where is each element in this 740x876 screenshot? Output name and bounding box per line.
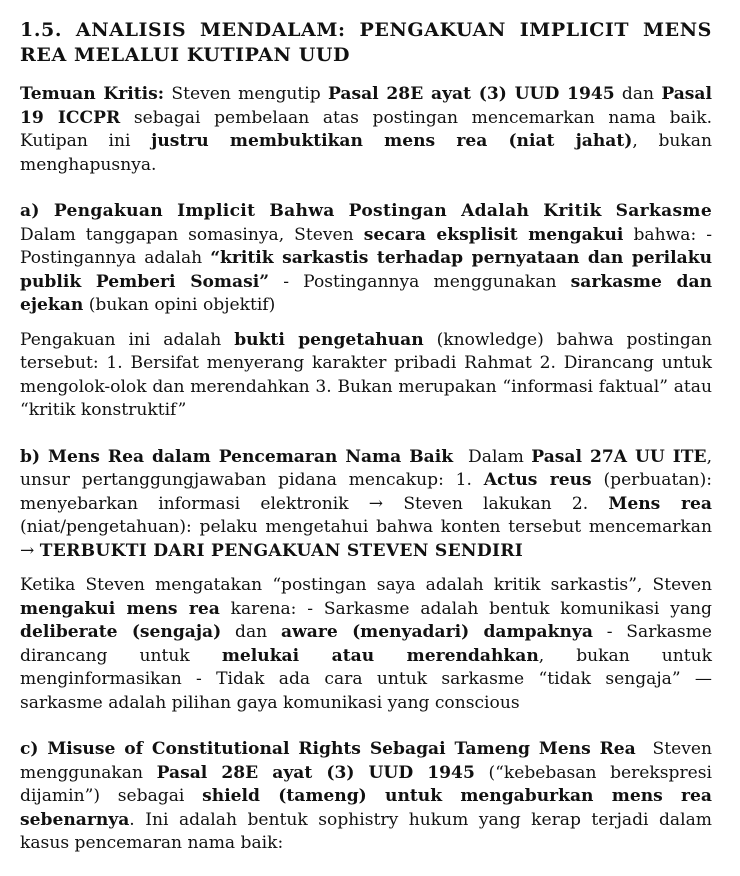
section-a2-text-2: (knowledge) bahwa postingan tersebut: 1. Bersifat menyerang karakter pribadi Rahmat 2. Dirancang untuk mengolok-olok dan merendahkan 3. Bukan merupakan “informasi faktual” atau “kritik konstruktif” [20,329,713,420]
intro-bold-1: Pasal 28E ayat (3) UUD 1945 [327,84,615,104]
intro-bold-2: Pasal 19 ICCPR [20,84,712,128]
section-a-paragraph-2 [20,329,712,423]
section-c-text-3: . Ini adalah bentuk sophistry hukum yang kerap terjadi dalam kasus pencemaran nama baik: [20,809,712,853]
section-a-text-1: Dalam tanggapan somasinya, Steven [20,224,354,245]
section-b-text-4: (niat/pengetahuan): pelaku mengetahui bahwa konten tersebut mencemarkan → [20,517,712,561]
section-b-bold-1: Pasal 27A UU ITE [531,446,707,467]
section-b2-bold-2: deliberate (sengaja) [20,622,222,642]
section-b2-text-2: karena: - Sarkasme adalah bentuk komunikasi yang [230,598,712,619]
section-b2-text-3: dan [235,622,268,642]
intro-paragraph [20,83,712,177]
section-b-text-2: , unsur pertanggungjawaban pidana mencakup: 1. [20,446,712,490]
section-b-text-1: Dalam [468,446,524,467]
document-page [20,18,712,856]
section-a-bold-3: sarkasme dan ejekan [20,271,712,315]
section-a-text-4: (bukan opini objektif) [88,295,276,315]
section-a2-text-1: Pengakuan ini adalah [20,329,222,350]
section-b2-text-5: , bukan untuk menginformasikan - Tidak ada cara untuk sarkasme “tidak sengaja” — sarkasme adalah pilihan gaya komunikasi yang conscious [20,645,712,713]
section-b-paragraph-2 [20,574,712,715]
section-a-bold-2: “kritik sarkastis terhadap pernyataan dan perilaku publik Pemberi Somasi” [20,248,712,292]
section-b2-text-4: - Sarkasme dirancang untuk [20,622,713,666]
section-a-title: a) Pengakuan Implicit Bahwa Postingan Adalah Kritik Sarkasme [20,201,712,221]
section-b-title: b) Mens Rea dalam Pencemaran Nama Baik [20,446,454,467]
section-a2-bold-1: bukti pengetahuan [234,329,424,350]
intro-text-4: , bukan menghapusnya. [20,131,712,175]
intro-bold-3: justru membuktikan mens rea (niat jahat) [151,131,633,151]
section-b2-bold-1: mengakui mens rea [20,598,220,619]
intro-text-2: dan [621,84,655,104]
section-c-text-1: Steven menggunakan [20,739,712,783]
section-b-conclusion: TERBUKTI DARI PENGAKUAN STEVEN SENDIRI [39,540,524,561]
intro-text-1: Steven mengutip [171,84,321,104]
section-b-text-3: (perbuatan): menyebarkan informasi elektronik → Steven lakukan 2. [20,470,712,514]
section-b2-bold-4: melukai atau merendahkan [221,645,539,666]
section-c-bold-1: Pasal 28E ayat (3) UUD 1945 [156,762,475,783]
section-a-text-2: bahwa: - Postingannya adalah [20,224,713,268]
section-b2-text-1: Ketika Steven mengatakan “postingan saya adalah kritik sarkastis”, Steven [20,575,712,595]
section-c-text-2: (“kebebasan berekspresi dijamin”) sebagai [20,762,713,806]
intro-label: Temuan Kritis: [20,84,165,104]
section-heading: 1.5. ANALISIS MENDALAM: PENGAKUAN IMPLICIT MENS REA MELALUI KUTIPAN UUD [20,19,712,66]
section-b2-bold-3: aware (menyadari) dampaknya [281,622,593,642]
section-b-bold-3: Mens rea [608,493,712,514]
section-c-paragraph [20,738,712,856]
section-a-bold-1: secara eksplisit mengakui [363,224,624,245]
section-a-paragraph [20,200,712,318]
section-b-paragraph [20,446,712,564]
intro-text-3: sebagai pembelaan atas postingan mencemarkan nama baik. Kutipan ini [20,107,713,151]
section-c-bold-2: shield (tameng) untuk mengaburkan mens rea sebenarnya [20,786,712,830]
section-a-text-3: - Postingannya menggunakan [283,271,557,292]
section-b-bold-2: Actus reus [483,470,592,490]
section-c-title: c) Misuse of Constitutional Rights Sebagai Tameng Mens Rea [20,739,636,759]
